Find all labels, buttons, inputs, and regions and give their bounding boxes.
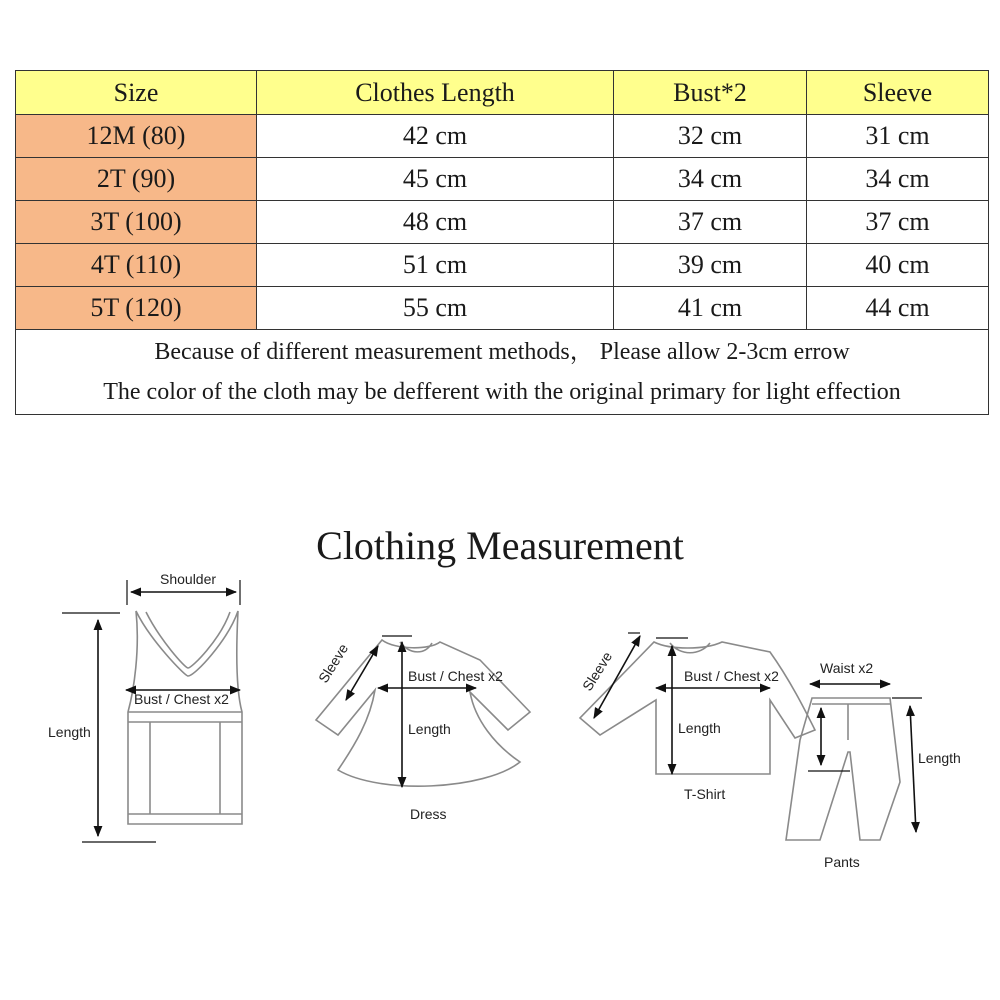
tshirt-bust-label: Bust / Chest x2 <box>684 668 779 684</box>
tshirt-diagram <box>579 633 815 802</box>
table-header-row <box>16 71 989 115</box>
diagram-title: Clothing Measurement <box>316 523 684 568</box>
vest-outline <box>128 611 242 824</box>
dress-sleeve-label: Sleeve <box>314 640 352 686</box>
dress-bust-label: Bust / Chest x2 <box>408 668 503 684</box>
table-row <box>16 201 989 244</box>
tshirt-outline <box>580 642 815 774</box>
size-chart-table <box>15 70 989 415</box>
dress-length-label: Length <box>408 721 451 737</box>
size-cell: 12M (80) <box>16 115 257 158</box>
pants-length-label: Length <box>918 750 961 766</box>
notes-row <box>16 330 989 415</box>
vest-length-label: Length <box>48 724 91 740</box>
length-cell: 55 cm <box>257 287 614 330</box>
tshirt-length-label: Length <box>678 720 721 736</box>
table-row <box>16 115 989 158</box>
header-sleeve: Sleeve <box>807 71 989 115</box>
sleeve-cell: 40 cm <box>807 244 989 287</box>
bust-cell: 32 cm <box>614 115 807 158</box>
tshirt-sleeve-label: Sleeve <box>578 648 616 694</box>
sleeve-cell: 31 cm <box>807 115 989 158</box>
note-color-difference: The color of the cloth may be defferent with the original primary for light effection <box>103 379 901 405</box>
table-row <box>16 287 989 330</box>
size-cell: 2T (90) <box>16 158 257 201</box>
length-cell: 51 cm <box>257 244 614 287</box>
vest-bust-label: Bust / Chest x2 <box>134 691 229 707</box>
bust-cell: 37 cm <box>614 201 807 244</box>
pants-length-arrow <box>910 706 916 832</box>
header-bust: Bust*2 <box>614 71 807 115</box>
length-cell: 45 cm <box>257 158 614 201</box>
header-clothes-length: Clothes Length <box>257 71 614 115</box>
table-row <box>16 244 989 287</box>
pants-diagram <box>786 660 961 870</box>
length-cell: 48 cm <box>257 201 614 244</box>
length-cell: 42 cm <box>257 115 614 158</box>
pants-caption: Pants <box>824 854 860 870</box>
header-size: Size <box>16 71 257 115</box>
notes-cell <box>16 330 989 415</box>
pants-outline <box>786 698 900 840</box>
pants-waist-label: Waist x2 <box>820 660 874 676</box>
vest-diagram <box>48 571 242 842</box>
bust-cell: 34 cm <box>614 158 807 201</box>
dress-outline <box>316 640 530 786</box>
bust-cell: 39 cm <box>614 244 807 287</box>
sleeve-cell: 34 cm <box>807 158 989 201</box>
table-row <box>16 158 989 201</box>
size-cell: 3T (100) <box>16 201 257 244</box>
size-cell: 4T (110) <box>16 244 257 287</box>
note-measurement-error: Because of different measurement methods， Please allow 2-3cm errow <box>154 339 850 365</box>
sleeve-cell: 37 cm <box>807 201 989 244</box>
vest-shoulder-label: Shoulder <box>160 571 217 587</box>
measurement-diagrams <box>0 560 1000 870</box>
dress-diagram <box>315 636 530 822</box>
size-cell: 5T (120) <box>16 287 257 330</box>
dress-caption: Dress <box>410 806 447 822</box>
tshirt-caption: T-Shirt <box>684 786 726 802</box>
bust-cell: 41 cm <box>614 287 807 330</box>
sleeve-cell: 44 cm <box>807 287 989 330</box>
